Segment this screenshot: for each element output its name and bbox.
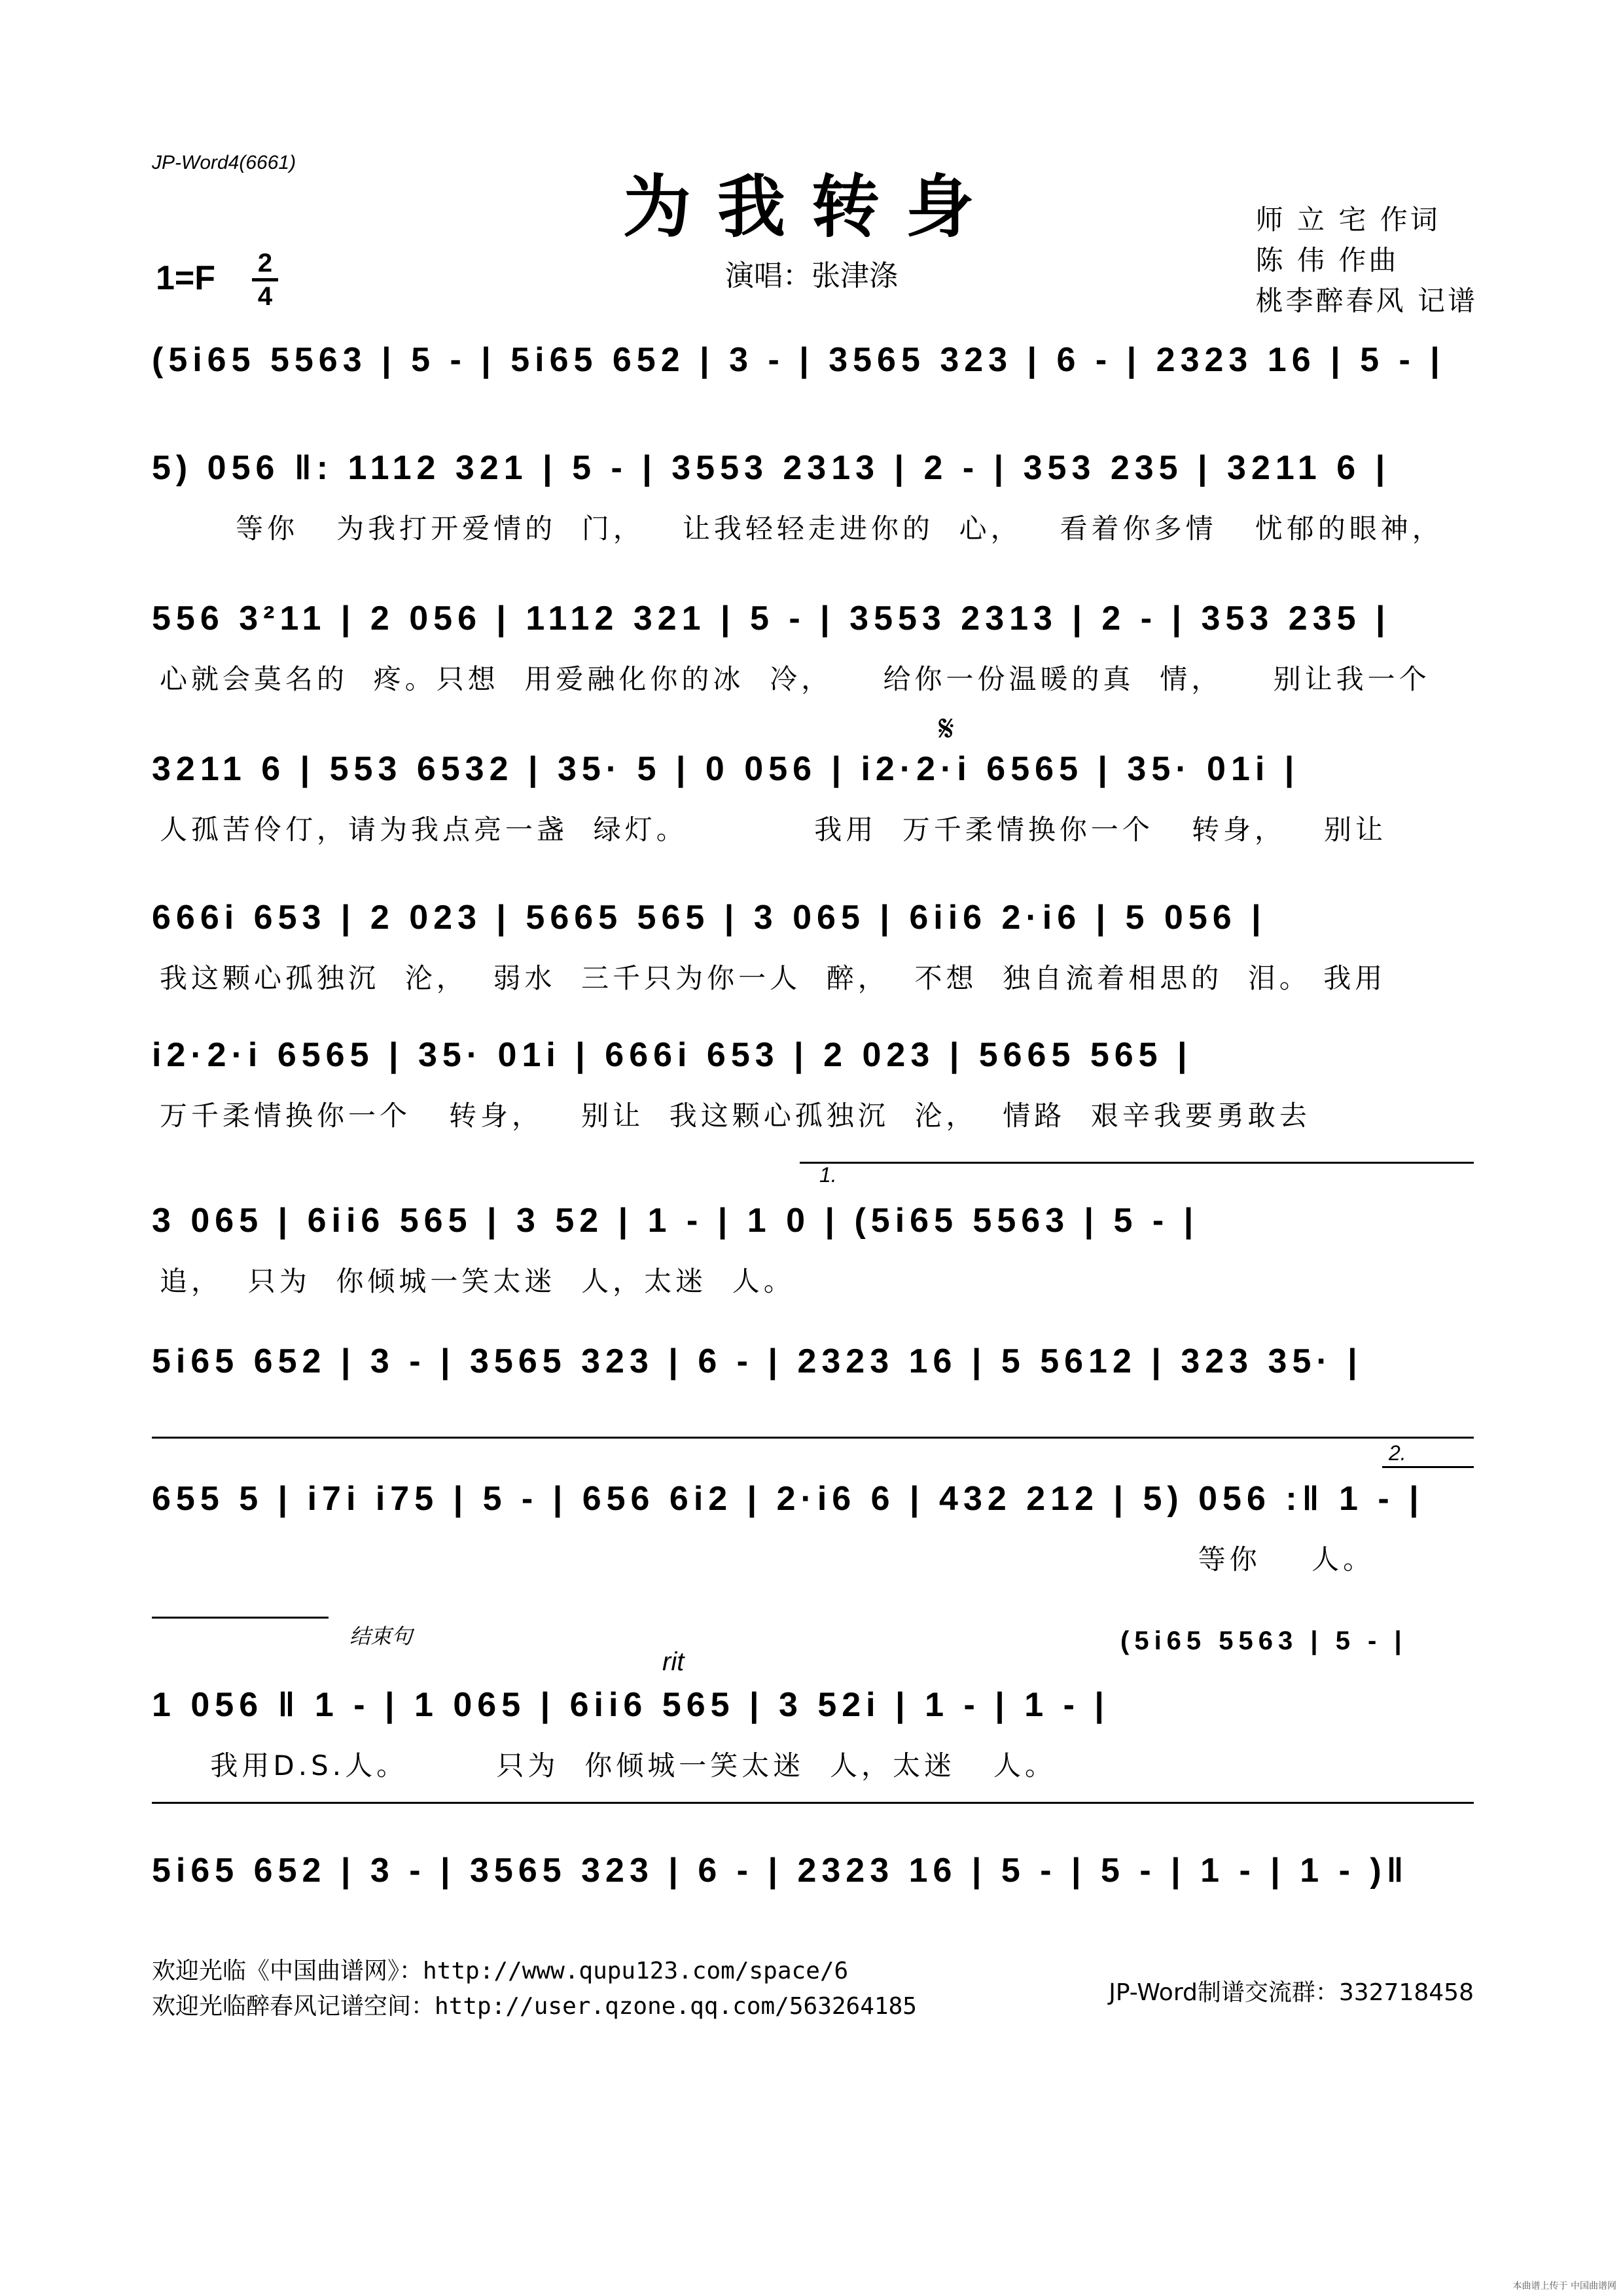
- staff-notes: (5i65 5563 | 5 - | 5i65 652 | 3 - | 3565 323 | 6 - | 2323 16 | 5 - |: [152, 341, 1445, 379]
- staff-notes: 666i 653 | 2 023 | 5665 565 | 3 065 | 6ii6 2·i6 | 5 056 |: [152, 899, 1266, 937]
- source-label: JP-Word4(6661): [152, 152, 296, 173]
- staff-notes: i2·2·i 6565 | 35· 01i | 666i 653 | 2 023 | 5665 565 |: [152, 1036, 1192, 1074]
- staff-lyric: 追， 只为 你倾城一笑太迷 人，太迷 人。: [160, 1265, 795, 1297]
- footer-links: [152, 1954, 917, 2024]
- footer-link-1: 欢迎光临《中国曲谱网》：http://www.qupu123.com/space/6: [152, 1958, 849, 1984]
- credits: [1256, 200, 1478, 321]
- ending-label: 结束句: [349, 1624, 413, 1648]
- key-signature: 1=F: [156, 259, 216, 297]
- staff-lyric: 人孤苦伶仃，请为我点亮一盏 绿灯。 我用 万千柔情换你一个 转身， 别让: [160, 814, 1387, 846]
- staff-notes: 5i65 652 | 3 - | 3565 323 | 6 - | 2323 16 | 5 5612 | 323 35· |: [152, 1342, 1363, 1380]
- time-signature-top: 2: [257, 249, 273, 278]
- staff-lyric: 等你 人。: [160, 1543, 1375, 1575]
- staff-notes: 5) 056 ‖: 1112 321 | 5 - | 3553 2313 | 2 - | 353 235 | 3211 6 |: [152, 449, 1391, 487]
- staff-notes: 1 056 ‖ 1 - | 1 065 | 6ii6 565 | 3 52i | 1 - | 1 - |: [152, 1686, 1109, 1724]
- composer-credit: 陈 伟 作曲: [1255, 244, 1399, 276]
- staff-lyric: 万千柔情换你一个 转身， 别让 我这颗心孤独沉 沦， 情路 艰辛我要勇敢去: [160, 1100, 1311, 1132]
- ending-intro-notes: (5i65 5563 | 5 - |: [1120, 1626, 1407, 1655]
- staff-notes: 556 3²11 | 2 056 | 1112 321 | 5 - | 3553 2313 | 2 - | 353 235 |: [152, 600, 1391, 637]
- staff-notes: 655 5 | i7i i75 | 5 - | 656 6i2 | 2·i6 6 | 432 212 | 5) 056 :‖ 1 - |: [152, 1480, 1424, 1518]
- staff-notes: 3211 6 | 553 6532 | 35· 5 | 0 056 | i2·2·i 6565 | 35· 01i |: [152, 750, 1300, 788]
- staff-lyric: 等你 为我打开爱情的 门， 让我轻轻走进你的 心， 看着你多情 忧郁的眼神，: [160, 512, 1444, 545]
- lyricist-credit: 师 立 宅 作词: [1255, 204, 1440, 236]
- rit-mark: rit: [662, 1647, 685, 1676]
- time-signature: [252, 249, 278, 311]
- segno-mark: 𝄋: [938, 708, 955, 749]
- song-title: 为我转身: [622, 166, 1000, 247]
- footer-group: JP-Word制谱交流群：332718458: [1109, 1979, 1474, 2006]
- time-signature-bottom: 4: [257, 282, 273, 311]
- staff-lyric: 我用D.S.人。 只为 你倾城一笑太迷 人，太迷 人。: [160, 1749, 1057, 1782]
- staff-lyric: 心就会莫名的 疼。只想 用爱融化你的冰 冷， 给你一份温暖的真 情， 别让我一个: [160, 663, 1431, 695]
- staff-lyric: 我这颗心孤独沉 沦， 弱水 三千只为你一人 醉， 不想 独自流着相思的 泪。 我用: [160, 962, 1387, 994]
- transcriber-credit: 桃李醉春风 记谱: [1255, 285, 1478, 317]
- singer-label: 演唱：张津涤: [725, 259, 898, 293]
- upload-watermark: 本曲谱上传于 中国曲谱网: [1512, 2281, 1616, 2291]
- staff-notes: 3 065 | 6ii6 565 | 3 52 | 1 - | 1 0 | (5i65 5563 | 5 - |: [152, 1202, 1199, 1240]
- volta-1: 1.: [819, 1163, 837, 1187]
- staff-notes: 5i65 652 | 3 - | 3565 323 | 6 - | 2323 16 | 5 - | 5 - | 1 - | 1 - )‖: [152, 1852, 1409, 1890]
- volta-2: 2.: [1389, 1441, 1406, 1465]
- footer-link-2: 欢迎光临醉春风记谱空间：http://user.qzone.qq.com/563264185: [152, 1993, 917, 2020]
